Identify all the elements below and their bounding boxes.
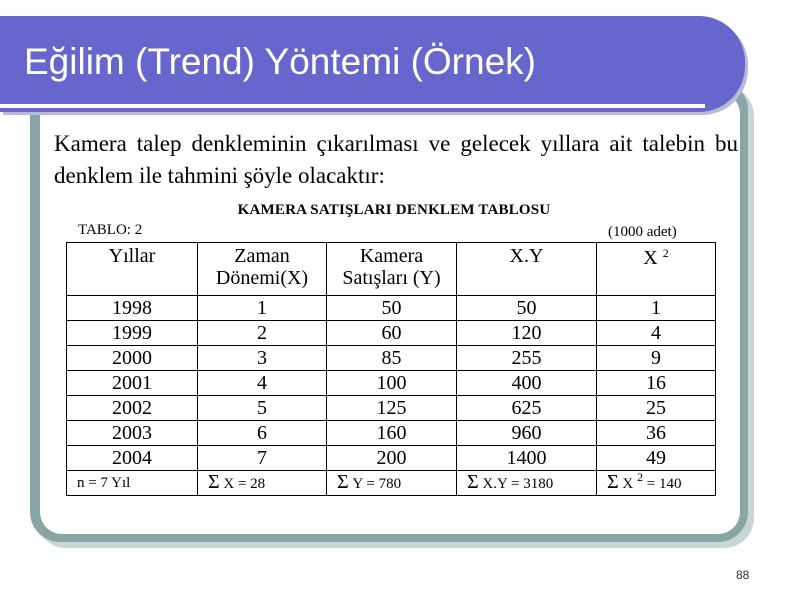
cell-xy: 960 <box>457 421 597 446</box>
cell-xy: 255 <box>457 346 597 371</box>
cell-sales: 160 <box>327 421 457 446</box>
table-unit: (1000 adet) <box>608 224 677 240</box>
cell-year: 2002 <box>67 396 198 421</box>
header-xy <box>457 243 597 296</box>
sum-x <box>198 471 327 496</box>
sigma-symbol: Σ <box>337 471 349 493</box>
table-header-row <box>67 243 716 296</box>
cell-xy: 625 <box>457 396 597 421</box>
cell-year: 2001 <box>67 371 198 396</box>
cell-x2: 4 <box>597 321 716 346</box>
cell-period: 4 <box>198 371 327 396</box>
table-row <box>67 296 716 321</box>
cell-sales: 50 <box>327 296 457 321</box>
cell-x2: 25 <box>597 396 716 421</box>
sum-y <box>327 471 457 496</box>
sum-x2-value: = 140 <box>646 476 682 492</box>
cell-period: 5 <box>198 396 327 421</box>
cell-period: 1 <box>198 296 327 321</box>
sum-row <box>67 471 716 496</box>
sales-equation-table <box>66 242 716 496</box>
table-title: KAMERA SATIŞLARI DENKLEM TABLOSU <box>237 202 551 218</box>
header-year <box>67 243 198 296</box>
table-row <box>67 321 716 346</box>
cell-x2: 36 <box>597 421 716 446</box>
sum-x2 <box>597 471 716 496</box>
sigma-symbol: Σ <box>467 471 479 493</box>
cell-x2: 16 <box>597 371 716 396</box>
table-row <box>67 396 716 421</box>
cell-period: 7 <box>198 446 327 471</box>
header-xy-label: X.Y <box>509 245 544 267</box>
cell-year: 1998 <box>67 296 198 321</box>
header-period-line1: Zaman <box>234 245 290 267</box>
intro-paragraph: Kamera talep denkleminin çıkarılması ve gelecek yıllara ait talebin bu denklem ile tahmini şöyle olacaktır: <box>54 131 738 188</box>
cell-year: 2004 <box>67 446 198 471</box>
sum-x-value: X = 28 <box>223 476 266 492</box>
header-x2 <box>597 243 716 296</box>
cell-xy: 400 <box>457 371 597 396</box>
table-row <box>67 371 716 396</box>
table-label: TABLO: 2 <box>78 222 143 238</box>
header-x2-exp: 2 <box>662 246 669 260</box>
cell-xy: 1400 <box>457 446 597 471</box>
sum-x2-base: X <box>622 476 634 492</box>
header-sales-line2: Satışları (Y) <box>342 267 441 289</box>
sum-x2-exp: 2 <box>636 470 643 484</box>
header-year-label: Yıllar <box>108 245 156 267</box>
sum-xy <box>457 471 597 496</box>
table-body <box>67 296 716 471</box>
slide-title: Eğilim (Trend) Yöntemi (Örnek) <box>24 41 536 82</box>
cell-x2: 9 <box>597 346 716 371</box>
cell-sales: 60 <box>327 321 457 346</box>
cell-sales: 85 <box>327 346 457 371</box>
cell-year: 2000 <box>67 346 198 371</box>
header-period-line2: Dönemi(X) <box>215 267 309 289</box>
cell-x2: 49 <box>597 446 716 471</box>
header-sales-line1: Kamera <box>359 245 424 267</box>
sigma-symbol: Σ <box>208 471 220 493</box>
sum-n-label: n = 7 Yıl <box>77 475 131 491</box>
cell-xy: 120 <box>457 321 597 346</box>
header-period <box>198 243 327 296</box>
cell-sales: 125 <box>327 396 457 421</box>
cell-period: 2 <box>198 321 327 346</box>
cell-period: 6 <box>198 421 327 446</box>
cell-sales: 100 <box>327 371 457 396</box>
table-row <box>67 421 716 446</box>
sigma-symbol: Σ <box>607 471 619 493</box>
cell-year: 1999 <box>67 321 198 346</box>
header-x2-base: X <box>643 247 658 269</box>
sum-n <box>67 471 198 496</box>
header-sales <box>327 243 457 296</box>
cell-period: 3 <box>198 346 327 371</box>
table-row <box>67 346 716 371</box>
cell-year: 2003 <box>67 421 198 446</box>
table-row <box>67 446 716 471</box>
cell-x2: 1 <box>597 296 716 321</box>
cell-sales: 200 <box>327 446 457 471</box>
cell-xy: 50 <box>457 296 597 321</box>
title-underline <box>0 104 705 108</box>
sum-y-value: Y = 780 <box>352 476 402 492</box>
page-number: 88 <box>736 568 750 582</box>
sum-xy-value: X.Y = 3180 <box>482 476 554 492</box>
